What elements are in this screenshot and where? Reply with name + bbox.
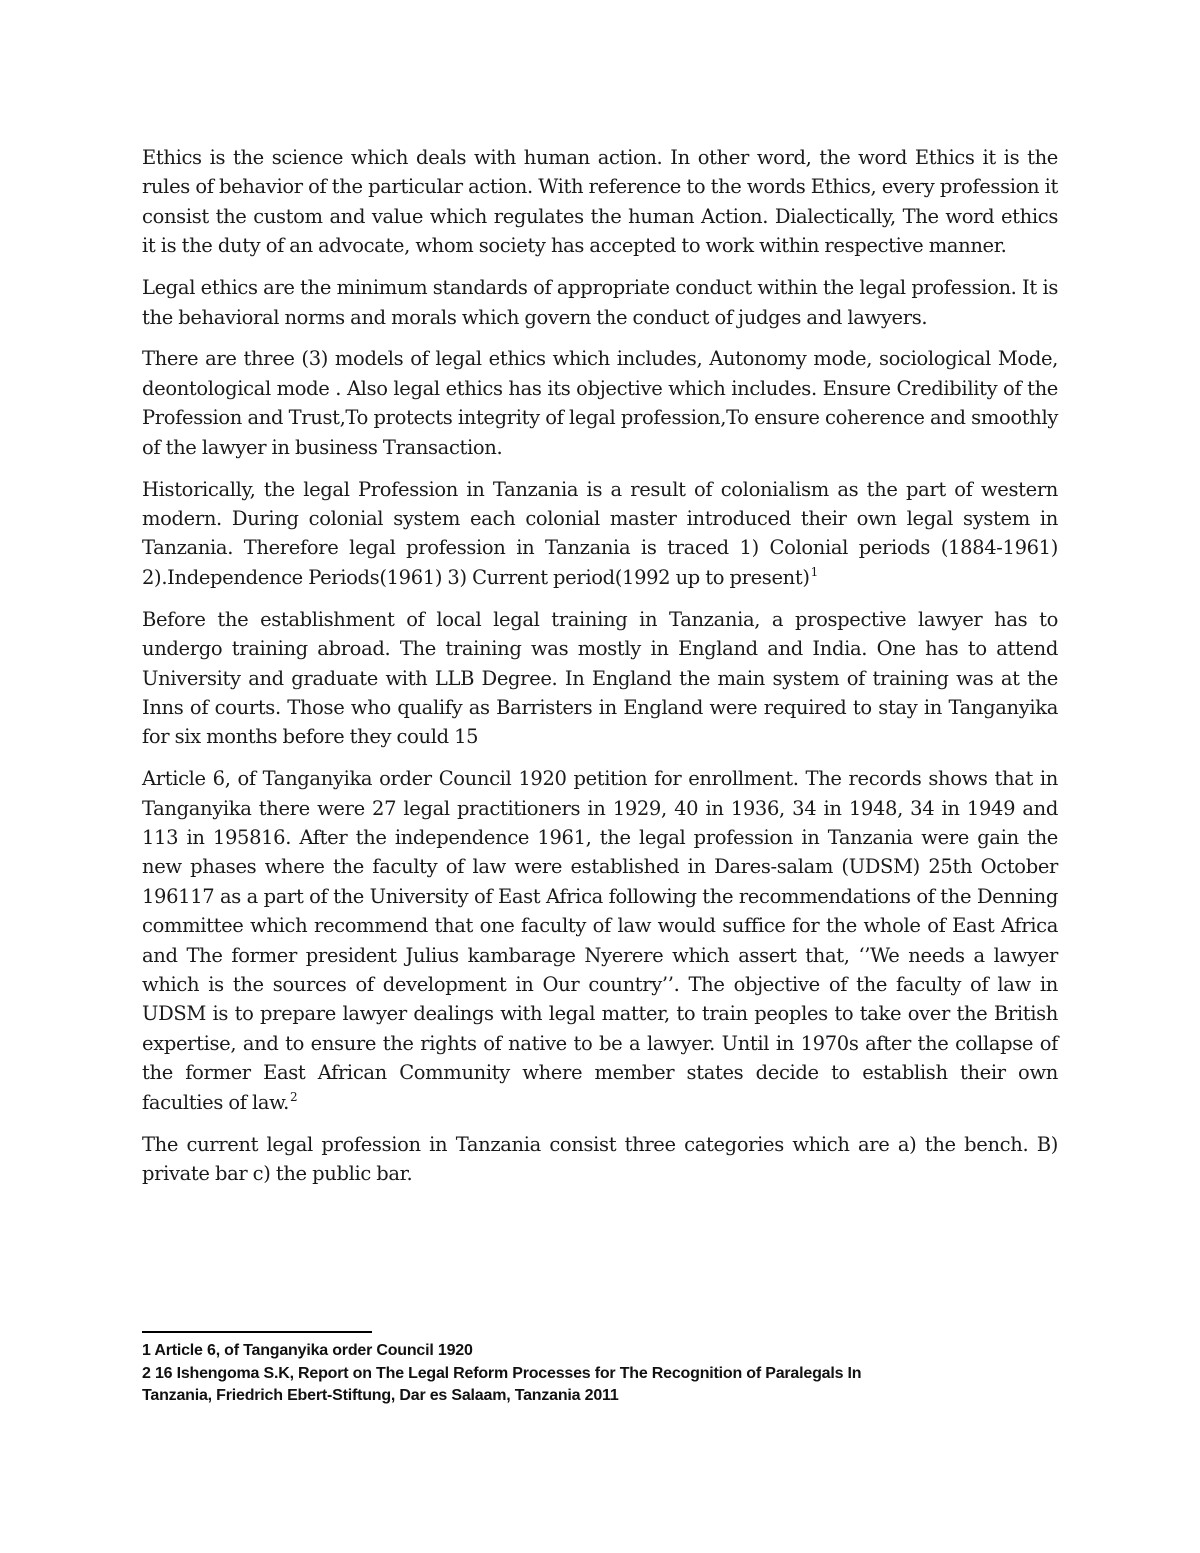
footnote-2-line-2: Tanzania, Friedrich Ebert-Stiftung, Dar es Salaam, Tanzania 2011 [142, 1387, 619, 1404]
footnote-separator [142, 1331, 372, 1333]
footnotes [142, 1340, 1042, 1408]
document-body [142, 143, 1058, 1201]
footnote-marker-2: 2 [290, 1090, 298, 1105]
paragraph-history-text: Historically, the legal Profession in Tanzania is a result of colonialism as the part of western modern. During colonial system each colonial master introduced their own legal system in Tanzania. Therefore legal profession in Tanzania is traced 1) Colonial periods (1884-1961) 2).Independence Periods(1961) 3) Current period(1992 up to present) [142, 477, 1058, 589]
paragraph-article-6-text: Article 6, of Tanganyika order Council 1920 petition for enrollment. The records shows that in Tanganyika there were 27 legal practitioners in 1929, 40 in 1936, 34 in 1948, 34 in 1949 and 113 in 195816. After the independence 1961, the legal profession in Tanzania were gain the new phases where the faculty of law were established in Dares-salam (UDSM) 25th October 196117 as a part of the University of East Africa following the recommendations of the Denning committee which recommend that one faculty of law would suffice for the whole of East Africa and The former president Julius kambarage Nyerere which assert that, ‘’We needs a lawyer which is the sources of development in Our country’’. The objective of the faculty of law in UDSM is to prepare lawyer dealings with legal matter, to train peoples to take over the British expertise, and to ensure the rights of native to be a lawyer. Until in 1970s after the collapse of the former East African Community where member states decide to establish their own faculties of law. [142, 767, 1058, 1114]
paragraph-current-profession: The current legal profession in Tanzania consist three categories which are a) the bench. B) private bar c) the public bar. [142, 1132, 1058, 1185]
paragraph-legal-ethics: Legal ethics are the minimum standards of appropriate conduct within the legal profession. It is the behavioral norms and morals which govern the conduct of judges and lawyers. [142, 276, 1058, 329]
paragraph-history [142, 475, 1058, 593]
footnote-2-line-1: 2 16 Ishengoma S.K, Report on The Legal Reform Processes for The Recognition of Paralegals In [142, 1364, 862, 1382]
paragraph-article-6 [142, 764, 1058, 1117]
paragraph-training-abroad: Before the establishment of local legal training in Tanzania, a prospective lawyer has to undergo training abroad. The training was mostly in England and India. One has to attend University and graduate with LLB Degree. In England the main system of training was at the Inns of courts. Those who qualify as Barristers in England were required to stay in Tanganyika for six months before they could 15 [142, 607, 1058, 749]
paragraph-ethics-definition: Ethics is the science which deals with human action. In other word, the word Ethics it is the rules of behavior of the particular action. With reference to the words Ethics, every profession it consist the custom and value which regulates the human Action. Dialectically, The word ethics it is the duty of an advocate, whom society has accepted to work within respective manner. [142, 146, 1058, 258]
footnote-marker-1: 1 [810, 565, 818, 580]
paragraph-models-of-legal-ethics: There are three (3) models of legal ethics which includes, Autonomy mode, sociological Mode, deontological mode . Also legal ethics has its objective which includes. Ensure Credibility of the Profession and Trust,To protects integrity of legal profession,To ensure coherence and smoothly of the lawyer in business Transaction. [142, 347, 1058, 459]
footnote-1: 1 Article 6, of Tanganyika order Council 1920 [142, 1342, 473, 1359]
